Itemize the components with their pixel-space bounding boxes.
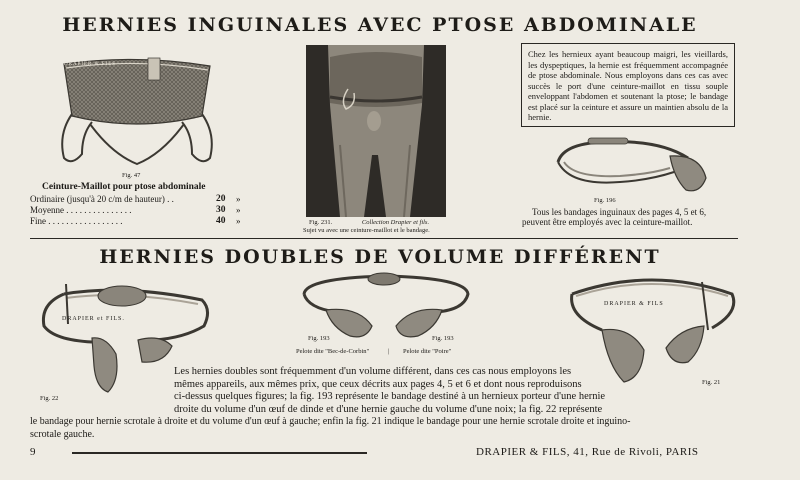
price-unit-fine: »: [236, 216, 241, 226]
heading-middle: HERNIES DOUBLES DE VOLUME DIFFÉRENT: [99, 246, 661, 268]
caption-separator: |: [388, 348, 390, 355]
footer-rule: [72, 452, 367, 454]
fig22-label: Fig. 22: [40, 395, 59, 402]
fig22-belt-text: DRAPIER et FILS.: [62, 316, 125, 322]
fig21-belt-text: DRAPIER & FILS: [604, 301, 664, 307]
price-row-ordinaire: Ordinaire (jusqu'à 20 c/m de hauteur) . .: [30, 194, 174, 204]
price-fine: 40: [216, 216, 226, 226]
fig231-subject: Sujet vu avec une ceinture-maillot et le bandage.: [303, 227, 430, 234]
price-ordinaire: 20: [216, 194, 226, 204]
page-number: 9: [30, 446, 36, 458]
paragraph-continuation: le bandage pour hernie scrotale à droite et du volume d'un œuf à gauche; enfin la fig. 21 indique le bandage pour une hernie scrotale droite et inguino- scrotale gauche.: [30, 416, 631, 440]
fig21-label: Fig. 21: [702, 379, 721, 386]
section-divider: [30, 238, 738, 239]
publisher-address: DRAPIER & FILS, 41, Rue de Rivoli, PARIS: [476, 446, 699, 458]
ceinture-maillot-illustration: [52, 54, 222, 169]
photo-figure-drawing: [306, 45, 446, 217]
belt-brand-text: DRAPIER & FILS: [64, 62, 117, 67]
bandage-fig193-illustration: [296, 270, 474, 342]
price-unit-moyenne: »: [236, 205, 241, 215]
fig231-label: Fig. 231. Collection Drapier et fils.: [309, 219, 430, 226]
subject-photograph: [306, 45, 446, 217]
price-row-fine: Fine . . . . . . . . . . . . . . . . .: [30, 216, 123, 226]
bandage-fig196-illustration: [550, 134, 720, 198]
heading-top: HERNIES INGUINALES AVEC PTOSE ABDOMINALE: [62, 14, 698, 36]
fig193-right-caption: Pelote dite "Poire": [403, 348, 452, 355]
fig196-label: Fig. 196: [594, 197, 616, 204]
fig47-caption-title: Ceinture-Maillot pour ptose abdominale: [42, 182, 206, 192]
paragraph-intro: Les hernies doubles sont fréquemment d'un volume différent, dans ces cas nous employons les mêmes appareils, aux mêmes prix, que ceux décrits aux pages 4, 5 et 6 et dont nous reproduisons ci-dessus quelques figures; la fig. 193 représente le bandage destiné à un hernieux porteur d'une hernie droite du volume d'un œuf de dinde et d'une hernie gauche du volume d'une noix; la fig. 22 représente: [174, 366, 606, 415]
fig196-note-1: Tous les bandages inguinaux des pages 4, 5 et 6,: [532, 207, 707, 217]
fig193-left-caption: Pelote dite "Bec-de-Corbin": [296, 348, 370, 355]
fig47-label: Fig. 47: [122, 172, 141, 179]
fig196-note-2: peuvent être employés avec la ceinture-maillot.: [522, 217, 693, 227]
price-moyenne: 30: [216, 205, 226, 215]
price-unit-ordinaire: »: [236, 194, 241, 204]
price-row-moyenne: Moyenne . . . . . . . . . . . . . . .: [30, 205, 132, 215]
fig193-right-label: Fig. 193: [432, 335, 454, 342]
fig193-left-label: Fig. 193: [308, 335, 330, 342]
ptose-info-box: Chez les hernieux ayant beaucoup maigri, les vieillards, les dyspeptiques, la hernie est fréquemment accompagnée de ptose abdominale. Nous employons dans ces cas avec succès le port d'une ceinture-maillot en tissu souple enveloppant l'abdomen et soutenant la ptose; le bandage est placé sur la ceinture et assure un maintien absolu de la hernie.: [521, 43, 735, 127]
